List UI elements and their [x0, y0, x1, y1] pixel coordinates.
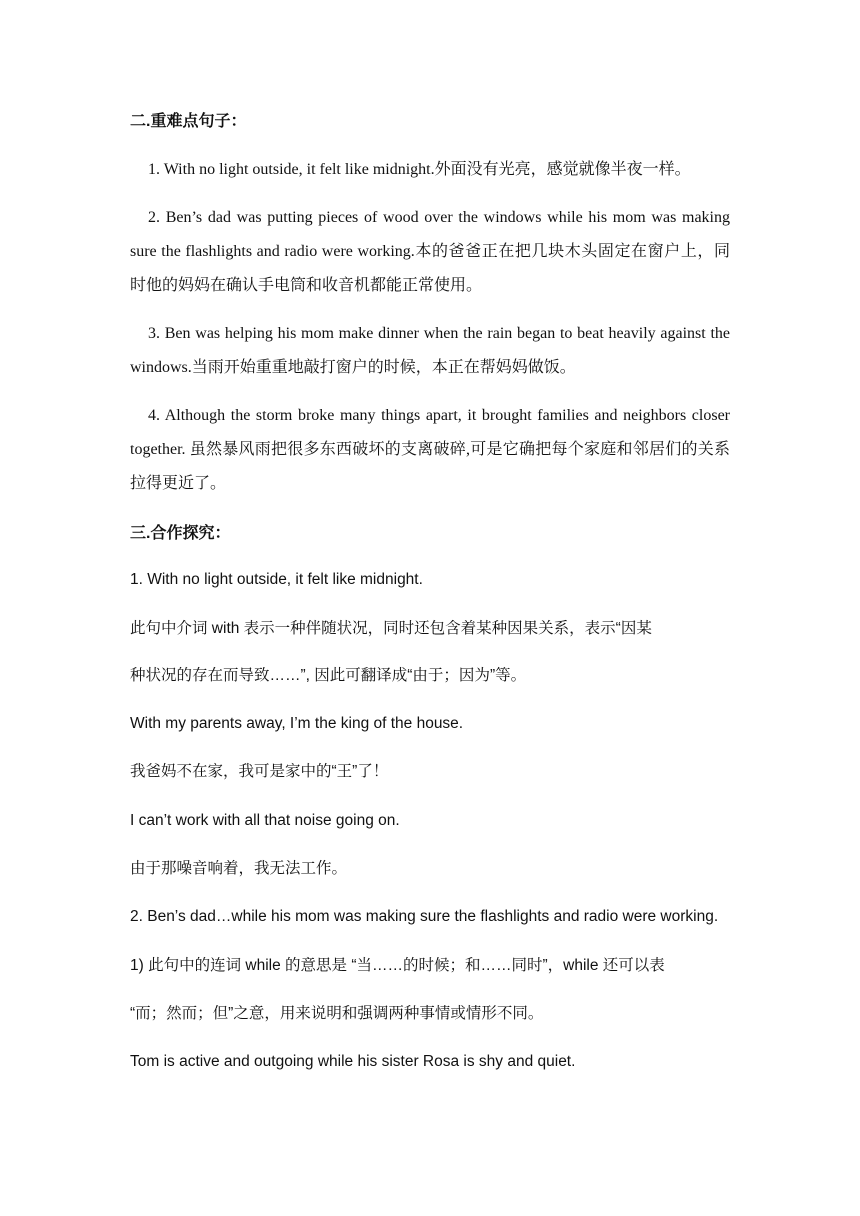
inquiry-line: 1. With no light outside, it felt like midnight.: [130, 571, 423, 588]
inquiry-line: 此句中介词 with 表示一种伴随状况，同时还包含着某种因果关系，表示“因某: [130, 620, 652, 637]
section-heading-cooperative-inquiry: 三.合作探究：: [130, 525, 231, 542]
inquiry-line: 由于那噪音响着，我无法工作。: [130, 860, 348, 877]
inquiry-line: 2. Ben’s dad…while his mom was making sure the flashlights and radio were working.: [130, 908, 719, 925]
key-sentence-3: 3. Ben was helping his mom make dinner when the rain began to beat heavily against the windows.当雨开始重重地敲打窗户的时候，本正在帮妈妈做饭。: [130, 325, 730, 376]
key-sentence-2: 2. Ben’s dad was putting pieces of wood over the windows while his mom was making sure the flashlights and radio were working.本的爸爸正在把几块木头固定在窗户上，同时他的妈妈在确认手电筒和收音机都能正常使用。: [130, 209, 730, 294]
key-sentence-4: 4. Although the storm broke many things apart, it brought families and neighbors closer together. 虽然暴风雨把很多东西破坏的支离破碎,可是它确把每个家庭和邻居们的关系拉得更近了。: [130, 407, 730, 492]
inquiry-line: “而；然而；但”之意，用来说明和强调两种事情或情形不同。: [130, 1005, 544, 1022]
section-heading-key-sentences: 二.重难点句子：: [130, 113, 247, 130]
inquiry-line: 1) 此句中的连词 while 的意思是 “当……的时候；和……同时”，while 还可以表: [130, 957, 665, 974]
inquiry-line: I can’t work with all that noise going on.: [130, 812, 400, 829]
inquiry-line: 种状况的存在而导致……”, 因此可翻译成“由于；因为”等。: [130, 667, 527, 684]
inquiry-line: 我爸妈不在家，我可是家中的“王”了！: [130, 763, 389, 780]
inquiry-line: Tom is active and outgoing while his sister Rosa is shy and quiet.: [130, 1053, 576, 1070]
key-sentence-1: 1. With no light outside, it felt like midnight.外面没有光亮，感觉就像半夜一样。: [148, 161, 691, 178]
inquiry-line: With my parents away, I’m the king of the house.: [130, 715, 464, 732]
